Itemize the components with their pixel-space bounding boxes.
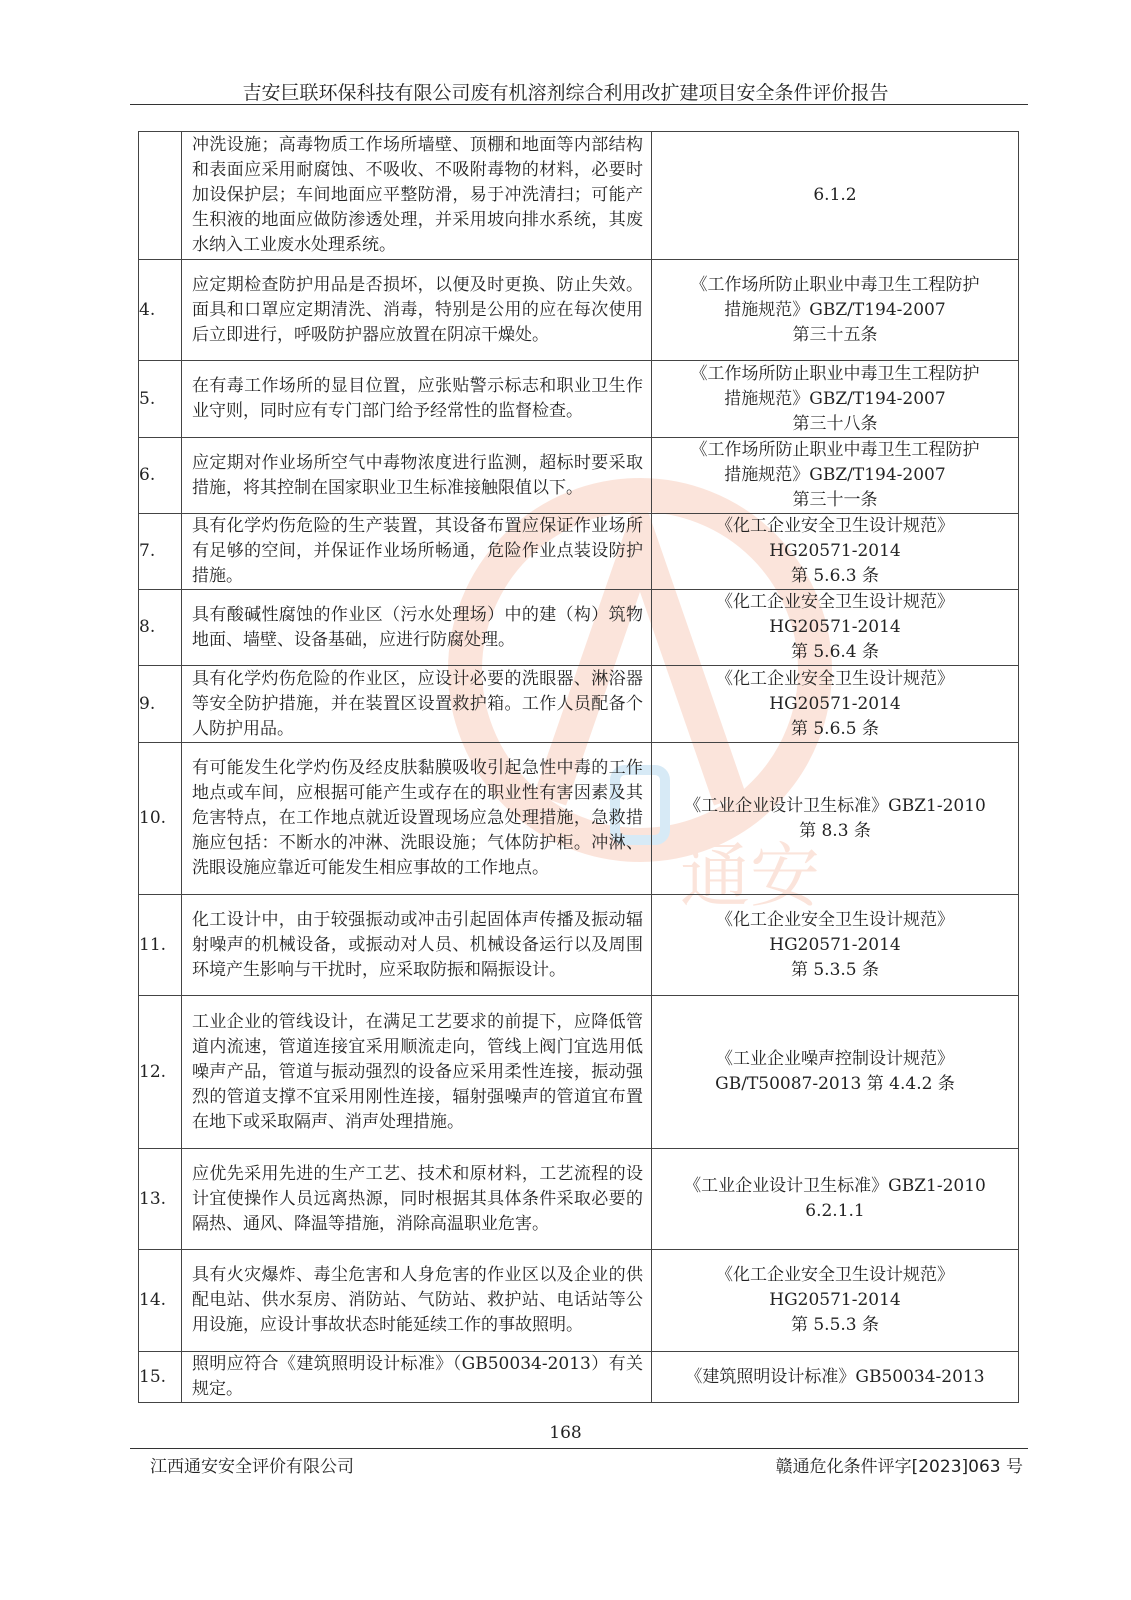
footer-company: 江西通安安全评价有限公司 xyxy=(150,1457,354,1477)
basis-line: 第三十一条 xyxy=(792,490,878,510)
table-row xyxy=(139,1250,1019,1352)
basis-cell xyxy=(652,895,1019,996)
basis-cell xyxy=(652,361,1019,438)
basis-cell xyxy=(652,666,1019,743)
basis-line: 措施规范》GBZ/T194-2007 xyxy=(724,299,946,320)
basis-line: 第 8.3 条 xyxy=(799,820,871,841)
basis-line: HG20571-2014 xyxy=(769,934,901,955)
basis-line: 《工作场所防止职业中毒卫生工程防护 xyxy=(690,363,980,384)
basis-line: 《工作场所防止职业中毒卫生工程防护 xyxy=(690,440,980,460)
watermark-text: 通安 xyxy=(680,835,820,910)
basis-cell xyxy=(652,132,1019,260)
page-header-title: 吉安巨联环保科技有限公司废有机溶剂综合利用改扩建项目安全条件评价报告 xyxy=(242,82,889,104)
basis-line: 《工业企业噪声控制设计规范》 xyxy=(716,1049,954,1069)
header-rule xyxy=(130,104,1028,105)
table-row xyxy=(139,361,1019,438)
basis-cell xyxy=(652,438,1019,514)
basis-line: 第 5.3.5 条 xyxy=(790,959,880,980)
basis-line: 第 5.5.3 条 xyxy=(790,1315,880,1335)
basis-line: 《建筑照明设计标准》GB50034-2013 xyxy=(685,1366,985,1387)
requirement-text: 具有酸碱性腐蚀的作业区（污水处理场）中的建（构）筑物地面、墙壁、设备基础，应进行防腐处理。 xyxy=(182,590,652,666)
requirement-text: 工业企业的管线设计，在满足工艺要求的前提下，应降低管道内流速，管道连接宜采用顺流走向，管线上阀门宜选用低噪声产品，管道与振动强烈的设备应采用柔性连接，振动强烈的管道支撑不宜采用刚性连接，辐射强噪声的管道宜布置在地下或采取隔声、消声处理措施。 xyxy=(182,996,652,1149)
row-number: 5. xyxy=(139,361,182,438)
row-number: 7. xyxy=(139,514,182,590)
basis-line: HG20571-2014 xyxy=(769,693,901,714)
table-row xyxy=(139,438,1019,514)
table-row xyxy=(139,132,1019,260)
basis-line: HG20571-2014 xyxy=(769,1290,901,1310)
basis-line: 第三十五条 xyxy=(792,324,878,345)
basis-line: HG20571-2014 xyxy=(769,541,901,561)
basis-line: 《化工企业安全卫生设计规范》 xyxy=(716,1265,954,1285)
page-number: 168 xyxy=(549,1423,582,1443)
basis-line: 第 5.6.4 条 xyxy=(790,642,880,662)
table-row xyxy=(139,590,1019,666)
requirement-text: 冲洗设施；高毒物质工作场所墙壁、顶棚和地面等内部结构和表面应采用耐腐蚀、不吸收、不吸附毒物的材料，必要时加设保护层；车间地面应平整防滑，易于冲洗清扫；可能产生积液的地面应做防渗透处理，并采用坡向排水系统，其废水纳入工业废水处理系统。 xyxy=(182,132,652,260)
table-row xyxy=(139,1149,1019,1250)
row-number: 12. xyxy=(139,996,182,1149)
table-row xyxy=(139,996,1019,1149)
basis-line: HG20571-2014 xyxy=(769,617,901,637)
requirement-text: 具有化学灼伤危险的生产装置，其设备布置应保证作业场所有足够的空间，并保证作业场所畅通，危险作业点装设防护措施。 xyxy=(182,514,652,590)
row-number: 6. xyxy=(139,438,182,514)
basis-line: 措施规范》GBZ/T194-2007 xyxy=(724,388,946,409)
basis-line: 措施规范》GBZ/T194-2007 xyxy=(724,465,946,485)
requirement-text: 有可能发生化学灼伤及经皮肤黏膜吸收引起急性中毒的工作地点或车间，应根据可能产生或存在的职业性有害因素及其危害特点，在工作地点就近设置现场应急处理措施，急救措施应包括：不断水的冲淋、洗眼设施；气体防护柜。冲淋、洗眼设施应靠近可能发生相应事故的工作地点。 xyxy=(182,743,652,895)
basis-line: 6.1.2 xyxy=(813,185,857,205)
table-row xyxy=(139,666,1019,743)
basis-cell xyxy=(652,1352,1019,1403)
basis-line: 6.2.1.1 xyxy=(805,1201,865,1221)
basis-line: 第三十八条 xyxy=(792,413,878,434)
table-row xyxy=(139,260,1019,361)
basis-line: 《化工企业安全卫生设计规范》 xyxy=(716,668,954,689)
basis-line: 《化工企业安全卫生设计规范》 xyxy=(716,592,954,612)
footer-document-code: 赣通危化条件评字[2023]063 号 xyxy=(775,1457,1023,1477)
requirement-text: 化工设计中，由于较强振动或冲击引起固体声传播及振动辐射噪声的机械设备，或振动对人员、机械设备运行以及周围环境产生影响与干扰时，应采取防振和隔振设计。 xyxy=(182,895,652,996)
row-number: 8. xyxy=(139,590,182,666)
table-row xyxy=(139,743,1019,895)
basis-cell xyxy=(652,743,1019,895)
requirements-table xyxy=(138,131,1019,1403)
row-number: 4. xyxy=(139,260,182,361)
basis-line: 《工业企业设计卫生标准》GBZ1-2010 xyxy=(684,795,986,816)
basis-line: GB/T50087-2013 第 4.4.2 条 xyxy=(715,1074,955,1094)
table-row xyxy=(139,1352,1019,1403)
basis-line: 《工业企业设计卫生标准》GBZ1-2010 xyxy=(684,1176,986,1196)
row-number: 11. xyxy=(139,895,182,996)
requirement-text: 应定期对作业场所空气中毒物浓度进行监测，超标时要采取措施，将其控制在国家职业卫生标准接触限值以下。 xyxy=(182,438,652,514)
basis-cell xyxy=(652,1250,1019,1352)
row-number: 14. xyxy=(139,1250,182,1352)
basis-cell xyxy=(652,590,1019,666)
row-number: 10. xyxy=(139,743,182,895)
requirement-text: 应优先采用先进的生产工艺、技术和原材料，工艺流程的设计宜使操作人员远离热源，同时根据其具体条件采取必要的隔热、通风、降温等措施，消除高温职业危害。 xyxy=(182,1149,652,1250)
requirement-text: 在有毒工作场所的显目位置，应张贴警示标志和职业卫生作业守则，同时应有专门部门给予经常性的监督检查。 xyxy=(182,361,652,438)
basis-cell xyxy=(652,260,1019,361)
row-number xyxy=(139,132,182,260)
basis-line: 《化工企业安全卫生设计规范》 xyxy=(716,516,954,536)
footer-rule xyxy=(130,1448,1028,1449)
table-row xyxy=(139,514,1019,590)
requirement-text: 应定期检查防护用品是否损坏，以便及时更换、防止失效。面具和口罩应定期清洗、消毒，特别是公用的应在每次使用后立即进行，呼吸防护器应放置在阴凉干燥处。 xyxy=(182,260,652,361)
basis-line: 第 5.6.3 条 xyxy=(790,566,880,586)
row-number: 9. xyxy=(139,666,182,743)
basis-line: 《化工企业安全卫生设计规范》 xyxy=(716,909,954,930)
row-number: 15. xyxy=(139,1352,182,1403)
basis-cell xyxy=(652,514,1019,590)
basis-line: 《工作场所防止职业中毒卫生工程防护 xyxy=(690,274,980,295)
basis-cell xyxy=(652,996,1019,1149)
requirement-text: 具有化学灼伤危险的作业区，应设计必要的洗眼器、淋浴器等安全防护措施，并在装置区设置救护箱。工作人员配备个人防护用品。 xyxy=(182,666,652,743)
requirement-text: 具有火灾爆炸、毒尘危害和人身危害的作业区以及企业的供配电站、供水泵房、消防站、气防站、救护站、电话站等公用设施，应设计事故状态时能延续工作的事故照明。 xyxy=(182,1250,652,1352)
requirements-table-body xyxy=(139,132,1019,1403)
basis-line: 第 5.6.5 条 xyxy=(790,718,880,739)
requirement-text: 照明应符合《建筑照明设计标准》（GB50034-2013）有关规定。 xyxy=(182,1352,652,1403)
basis-cell xyxy=(652,1149,1019,1250)
table-row xyxy=(139,895,1019,996)
row-number: 13. xyxy=(139,1149,182,1250)
